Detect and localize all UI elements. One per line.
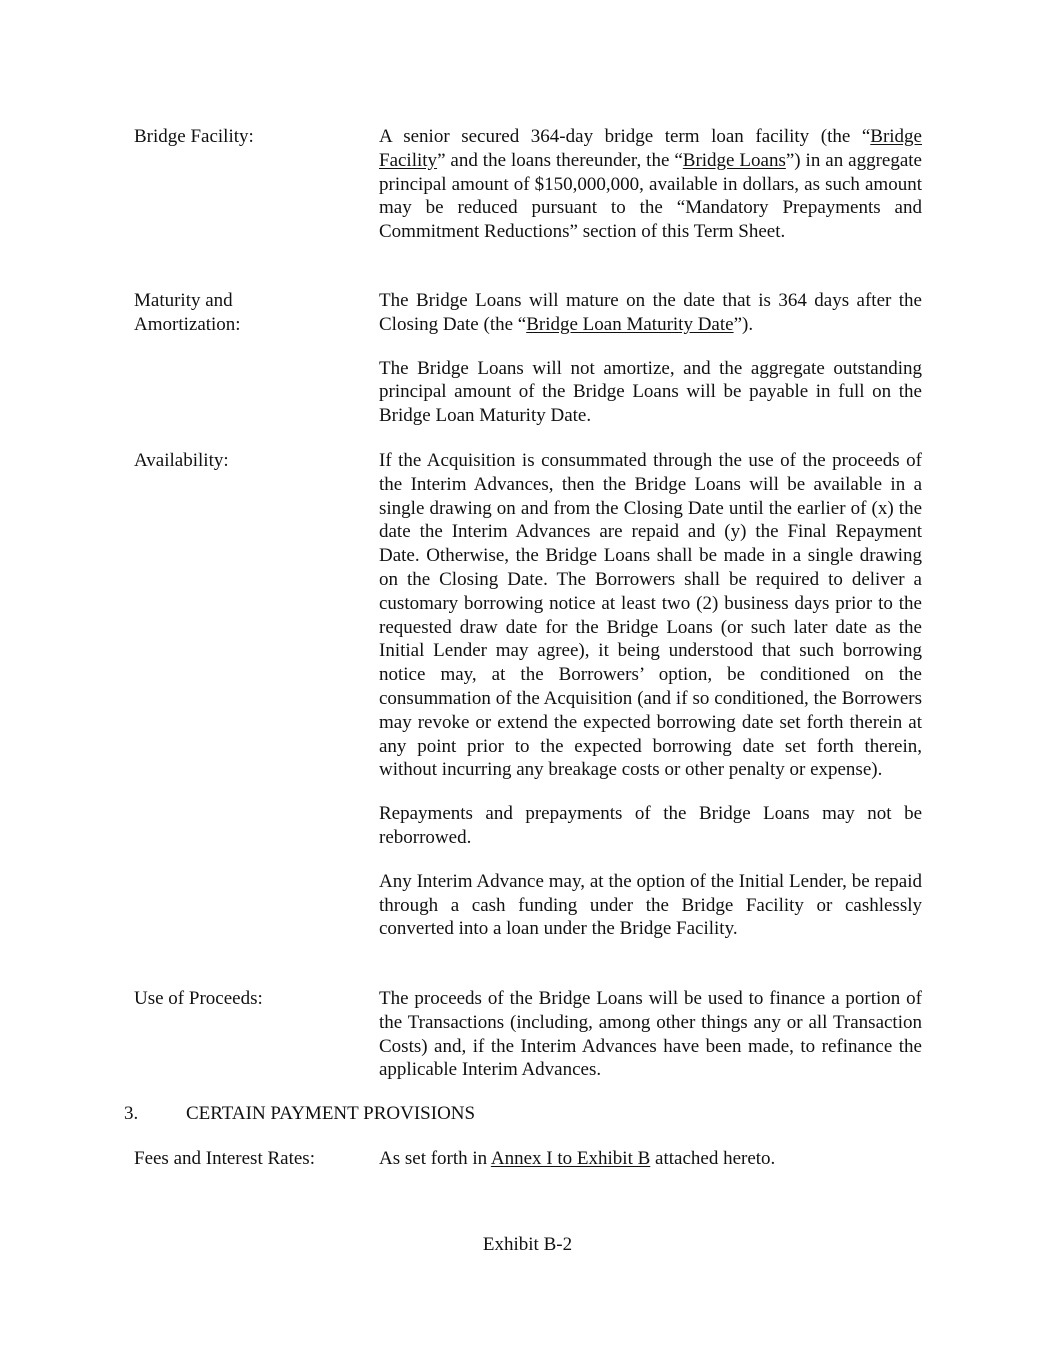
annex-reference: Annex I to Exhibit B	[490, 1148, 651, 1169]
section-heading	[124, 1102, 475, 1126]
paragraph: The Bridge Loans will not amortize, and the aggregate outstanding principal amount of the Bridge Loans will be payable in full on the Bridge Loan Maturity Date.	[379, 357, 922, 427]
term-line: Maturity and	[134, 290, 233, 311]
paragraph: The proceeds of the Bridge Loans will be used to finance a portion of the Transactions (including, among other things any or all Transaction Costs) and, if the Interim Advances have been made, to refinance the applicable Interim Advances.	[379, 988, 922, 1081]
paragraph: Repayments and prepayments of the Bridge Loans may not be reborrowed.	[379, 803, 922, 848]
term-maturity-amortization	[134, 289, 364, 337]
page-footer: Exhibit B-2	[482, 1234, 573, 1255]
desc-maturity-amortization	[379, 289, 922, 428]
text-run: The Bridge Loans will mature on the date that is 364 days after the Closing Date (the “	[379, 290, 922, 335]
text-run: attached hereto.	[650, 1148, 776, 1169]
desc-availability	[379, 449, 922, 941]
paragraph	[379, 125, 922, 244]
section-title: CERTAIN PAYMENT PROVISIONS	[186, 1103, 476, 1124]
text-run: ” and the loans thereunder, the “	[437, 149, 683, 171]
text-run: As set forth in	[379, 1148, 491, 1169]
defined-term-bridge-loan-maturity-date: Bridge Loan Maturity Date	[526, 313, 734, 335]
term-availability: Availability:	[134, 450, 229, 471]
desc-use-of-proceeds	[379, 987, 922, 1082]
defined-term-bridge-loans: Bridge Loans	[682, 149, 786, 171]
paragraph	[379, 289, 922, 337]
desc-fees-interest-rates	[379, 1147, 922, 1171]
defined-term-bridge-facility: Bridge Facility	[379, 126, 922, 171]
term-line: Amortization:	[134, 313, 241, 335]
paragraph: Any Interim Advance may, at the option of the Initial Lender, be repaid through a cash funding under the Bridge Facility or cashlessly converted into a loan under the Bridge Facility.	[379, 870, 922, 940]
paragraph	[379, 1147, 922, 1171]
term-use-of-proceeds: Use of Proceeds:	[134, 988, 263, 1009]
term-fees-interest-rates: Fees and Interest Rates:	[134, 1148, 315, 1169]
term-bridge-facility: Bridge Facility:	[134, 126, 254, 147]
text-run: ”) in an aggregate principal amount of $150,000,000, available in dollars, as such amount may be reduced pursuant to the “Mandatory Prepayments and Commitment Reductions” section of this Term Sheet.	[379, 149, 922, 243]
section-number: 3.	[124, 1103, 139, 1124]
text-run: ”).	[733, 313, 754, 335]
paragraph: If the Acquisition is consummated through the use of the proceeds of the Interim Advances, then the Bridge Loans will be available in a single drawing on and from the Closing Date until the earlier of (x) the date the Interim Advances are repaid and (y) the Final Repayment Date. Otherwise, the Bridge Loans shall be made in a single drawing on the Closing Date. The Borrowers shall be required to deliver a customary borrowing notice at least two (2) business days prior to the requested draw date for the Bridge Loans (or such later date as the Initial Lender may agree), it being understood that such borrowing notice may, at the Borrowers’ option, be conditioned on the consummation of the Acquisition (and if so conditioned, the Borrowers may revoke or extend the expected borrowing date set forth therein at any point prior to the expected borrowing date set forth therein, without incurring any breakage costs or other penalty or expense).	[379, 450, 922, 781]
text-run: A senior secured 364-day bridge term loan facility (the “	[379, 126, 871, 147]
desc-bridge-facility	[379, 125, 922, 244]
